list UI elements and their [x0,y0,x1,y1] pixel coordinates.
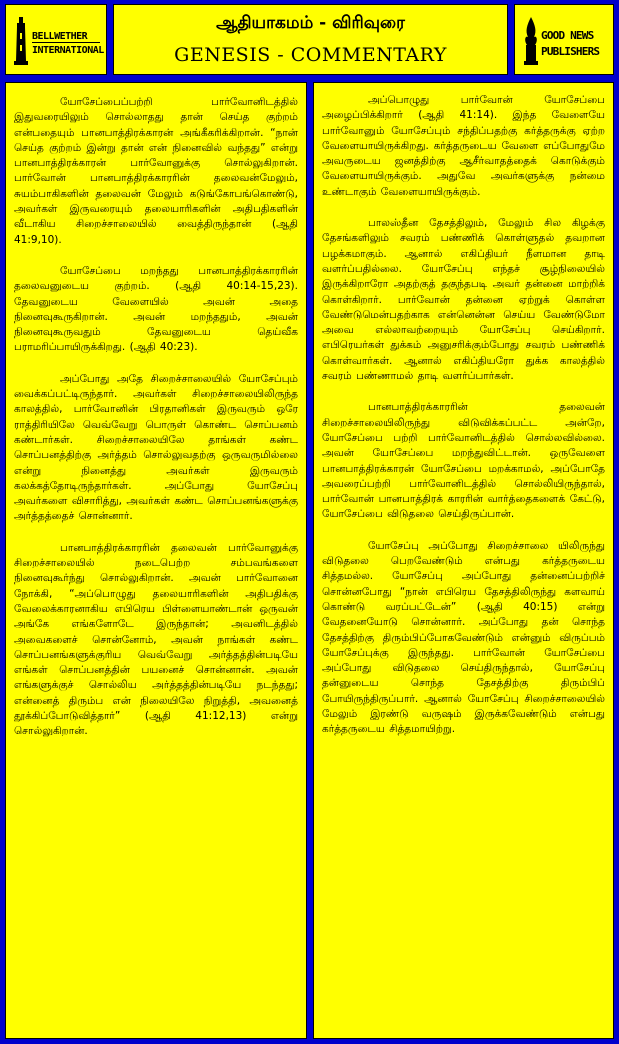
good-news-logo [521,15,609,67]
paragraph: யோசேப்பை மறந்தது பானபாத்திரக்காரரின் தலைவனுடைய குற்றம். (ஆதி 40:14-15,23). தேவனுடைய வேளையில் அவன் அதை நினைவுகூருகிறான். அவன் மறந்ததும், அவன் நினைவுகூருவதும் தேவனுடைய தெய்வீக பராமரிப்பாயிருக்கிறது. (ஆதி 40:23). [14,264,298,354]
logo-divider [32,42,100,43]
paragraph: அப்பொழுது பார்வோன் யோசேப்பை அழைப்பிக்கிறார் (ஆதி 41:14). இந்த வேளையே பார்வோனும் யோசேப்பும் சந்திப்பதற்கு கர்த்தருக்கு ஏற்ற வேளையாயிருக்கிறது. கர்த்தருடைய வேளை எப்போதுமே அவருடைய ஜனத்திற்கு ஆசீர்வாதத்தைக் கொடுக்கும் வேளையாயிருக்கும். அதுவே அவர்களுக்கு நன்மை உண்டாகும் வேளையாயிருக்கும். [322,94,605,198]
bellwether-logo [12,15,102,67]
paragraph: யோசேப்பு அப்போது சிறைச்சாலை யிலிருந்து விடுதலை பெறவேண்டும் என்பது கர்த்தருடைய சித்தமல்ல. யோசேப்பு அப்போது தன்னைப்பற்றிச் சொன்னபோது “நான் எபிரெய தேசத்திலிருந்து களவாய் கொண்டு வரப்பட்டேன்” (ஆதி 40:15) என்று வேதனையோடு சொன்னார். அப்போது தன் சொந்த தேசத்திற்கு திரும்பிப்போகவேண்டும் என்னும் விருப்பம் யோசேப்புக்கு இருந்தது. பார்வோன் யோசேப்பை அப்போது விடுதலை செய்திருந்தால், யோசேப்பு தன்னுடைய சொந்த தேசத்திற்கு திரும்பிப் போயிருந்திருப்பார். ஆனால் யோசேப்பு சிறைச்சாலையில் மேலும் இரண்டு வருஷம் இருக்கவேண்டும் என்பது கர்த்தருடைய சித்தமாயிற்று. [322,539,605,736]
paragraph: அப்போது அதே சிறைச்சாலையில் யோசேப்பும் வைக்கப்பட்டிருந்தார். அவர்கள் சிறைச்சாலையிலிருந்த காலத்தில், பார்வோனின் பிரதானிகள் இருவரும் ஒரே ராத்திரியிலே வெவ்வேறு பொருள் கொண்ட சொப்பனம் கண்டார்கள். சிறைச்சாலையிலே தாங்கள் கண்ட சொப்பனத்திற்கு அர்த்தம் சொல்லுவதற்கு ஒருவருமில்லை என்று நினைத்து அவர்கள் இருவரும் கலக்கத்தோடிருந்தார்கள். அப்போது யோசேப்பு அவர்களை விசாரித்து, அவர்கள் கண்ட சொப்பனங்களுக்கு அர்த்தத்தைச் சொன்னார். [14,372,298,523]
paragraph: பானபாத்திரக்காரரின் தலைவன் சிறைச்சாலையிலிருந்து விடுவிக்கப்பட்ட அன்றே, யோசேப்பை பற்றி பார்வோனிடத்தில் சொல்லவில்லை. அவன் யோசேப்பை மறந்துவிட்டான். ஒருவேளை பானபாத்திரக்காரன் யோசேப்பை மறக்காமல், அப்போதே அவரைப்பற்றி பார்வோனிடத்தில் சொல்லியிருந்தால், பார்வோன் பானபாத்திரக் காரரின் வார்த்தைகளைக் கேட்டு, யோசேப்பை விடுதலை செய்திருப்பான். [322,401,605,521]
flame-icon [523,17,539,65]
logo-line-1: BELLWETHER [32,31,88,42]
title-tamil: ஆதியாகமம் - விரிவுரை [216,13,405,33]
header-title-panel [113,4,508,75]
paragraph: யோசேப்பைப்பற்றி பார்வோனிடத்தில் இதுவரையிலும் சொல்லாதது தான் செய்த குற்றம் என்பதையும் பானபாத்திரக்காரன் அங்கீகரிக்கிறான். “நான் செய்த குற்றம் இன்று தான் என் நினைவில் வந்தது” என்று பானபாத்திரக்காரன் பார்வோனுக்கு சொல்லுகிறான். பார்வோன் பானபாத்திரக்காரரின் தலைவன்மேலும், சுயம்பாகிகளின் தலைவன் மேலும் கடுங்கோபங்கொண்டு, அவர்கள் இருவரையும் தலையாரிகளின் அதிபதிகளின் வீடாகிய சிறைச்சாலையில் வைத்திருந்தான் (ஆதி 41:9,10). [14,96,298,246]
paragraph: பானபாத்திரக்காரரின் தலைவன் பார்வோனுக்கு சிறைச்சாலையில் நடைபெற்ற சம்பவங்களை நினைவுகூர்ந்து சொல்லுகிறான். அவன் பார்வோனை நோக்கி, “அப்பொழுது தலையாரிகளின் அதிபதிக்கு வேலைக்காரனாகிய எபிரெய பிள்ளையாண்டான் ஒருவன் அங்கே எங்களோடே இருந்தான்; அவனிடத்தில் அவைகளைச் சொன்னோம், அவன் நாங்கள் கண்ட சொப்பனங்களுக்குரிய வெவ்வேறு அர்த்தத்தின்படியே எங்கள் சொப்பனத்தின் பயனைச் சொன்னான். அவன் எங்களுக்குச் சொல்லிய அர்த்தத்தின்படியே நடந்தது; என்னைத் திரும்ப என் நிலையிலே நிறுத்தி, அவனைத் தூக்கிப்போடுவித்தார்” (ஆதி 41:12,13) என்று சொல்லுகிறான். [14,541,298,738]
paragraph: பாலஸ்தீன தேசத்திலும், மேலும் சில கிழக்கு தேசங்களிலும் சவரம் பண்ணிக் கொள்ளுதல் தவறான பழக்கமாகும். ஆனால் எகிப்தியர் நீளமான தாடி வளர்ப்பதில்லை. யோசேப்பு எந்தச் சூழ்நிலையில் இருக்கிறாரோ அதற்குத் தகுந்தபடி அவர் தன்னை மாற்றிக் கொள்கிறார். பார்வோன் தன்னை ஏற்றுக் கொள்ள வேண்டுமென்பதற்காக என்னென்ன செய்ய வேண்டுமோ அவை எல்லாவற்றையும் யோசேப்பு செய்கிறார். எபிரெயர்கள் துக்கம் அனுசரிக்கும்போது சவரம் பண்ணிக் கொள்வார்கள். ஆனால் எகிப்தியரோ துக்க காலத்தில் சவரம் பண்ணாமல் தாடி வளர்ப்பார்கள். [322,217,605,383]
logo-line-2: INTERNATIONAL [32,45,104,56]
left-column [5,82,307,1039]
tower-icon [14,17,28,65]
right-column [313,82,614,1039]
logo-line-2: PUBLISHERS [541,45,600,58]
header-right-logo-panel [514,4,614,75]
header-left-logo-panel [5,4,107,75]
title-english: GENESIS - COMMENTARY [174,44,447,66]
logo-line-1: GOOD NEWS [541,29,594,42]
